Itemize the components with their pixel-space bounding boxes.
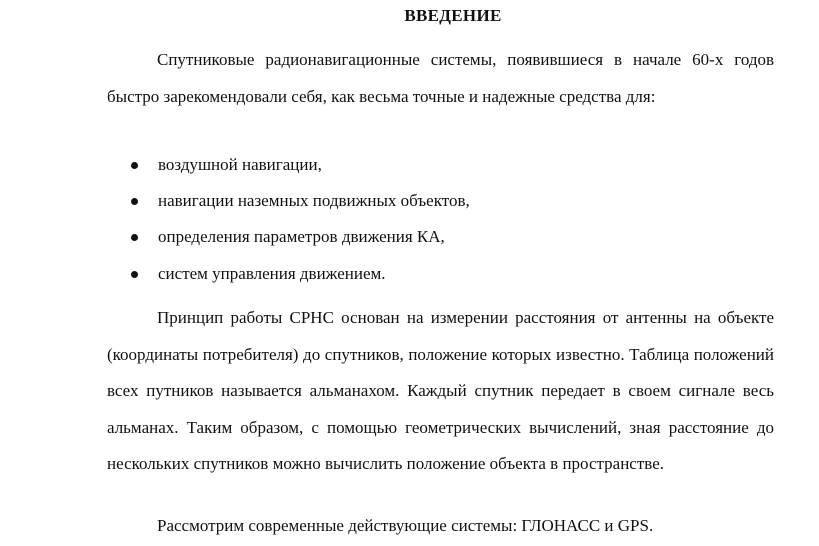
systems-paragraph: Рассмотрим современные действующие системы: ГЛОНАСС и GPS. bbox=[157, 516, 654, 535]
list-item-text: навигации наземных подвижных объектов, bbox=[158, 191, 470, 211]
application-list bbox=[107, 147, 774, 292]
list-item-text: воздушной навигации, bbox=[158, 155, 322, 174]
list-item bbox=[107, 147, 774, 183]
list-item bbox=[107, 256, 774, 292]
list-item bbox=[107, 219, 774, 255]
list-item bbox=[107, 183, 774, 219]
bullet-icon bbox=[131, 271, 138, 278]
document-title: ВВЕДЕНИЕ bbox=[404, 6, 502, 25]
bullet-icon bbox=[131, 198, 138, 205]
list-item-text: систем управления движением. bbox=[158, 263, 386, 283]
list-item-text: определения параметров движения КА, bbox=[158, 227, 445, 247]
principle-paragraph: Принцип работы СРНС основан на измерении расстояния от антенны на объекте (координаты потребителя) до спутников, положение которых известно. Таблица положений всех путников называется альманахом. Каждый спутник передает в своем сигнале весь альманах. Таким образом, с помощью геометрических вычислений, зная расстояние до нескольких спутников можно вычислить положение объекта в пространстве. bbox=[107, 308, 774, 473]
bullet-icon bbox=[131, 162, 138, 169]
bullet-icon bbox=[131, 234, 138, 241]
intro-paragraph: Спутниковые радионавигационные системы, появившиеся в начале 60-х годов быстро зарекомендовали себя, как весьма точные и надежные средства для: bbox=[107, 50, 774, 106]
